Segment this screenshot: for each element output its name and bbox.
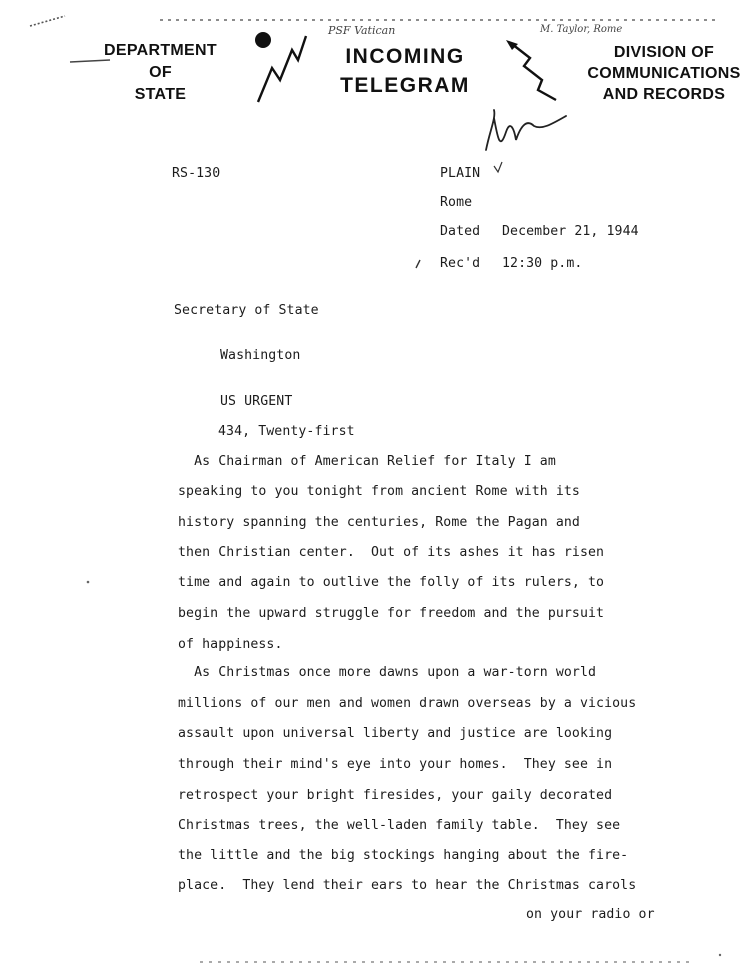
heading-line: DIVISION OF <box>613 44 715 61</box>
incoming-telegram-title <box>330 42 480 100</box>
body-line: of happiness. <box>178 637 283 652</box>
plain-tick-mark <box>494 162 502 172</box>
title-line: TELEGRAM <box>340 74 470 97</box>
body-line: history spanning the centuries, Rome the Pagan and <box>178 515 580 530</box>
margin-speck <box>87 581 90 584</box>
body-line: then Christian center. Out of its ashes it has risen <box>178 545 605 560</box>
body-line: Christmas trees, the well-laden family table. They see <box>178 818 621 833</box>
handwritten-recipient-note: M. Taylor, Rome <box>540 24 623 35</box>
department-of-state-heading <box>88 40 233 106</box>
heading-line: OF <box>149 64 172 81</box>
recd-mark <box>416 260 420 268</box>
dated-label: Dated <box>440 224 481 239</box>
title-line: INCOMING <box>345 45 465 68</box>
body-line: place. They lend their ears to hear the Christmas carols <box>178 878 637 893</box>
priority-marker: US URGENT <box>220 394 293 409</box>
lightning-bolt-right-icon <box>512 44 556 100</box>
body-line: As Christmas once more dawns upon a war-torn world <box>178 665 597 680</box>
lightning-bolt-left-icon <box>258 36 306 102</box>
body-line: millions of our men and women drawn overseas by a vicious <box>178 696 637 711</box>
body-line: retrospect your bright firesides, your gaily decorated <box>178 788 613 803</box>
addressee: Secretary of State <box>174 303 319 318</box>
received-label: Rec'd <box>440 256 481 271</box>
dated-value: December 21, 1944 <box>502 224 639 239</box>
origin-city: Rome <box>440 195 473 210</box>
handwritten-file-note: PSF Vatican <box>328 24 396 37</box>
margin-speck <box>719 954 721 956</box>
heading-line: COMMUNICATIONS <box>587 65 741 82</box>
heading-line: DEPARTMENT <box>104 42 217 59</box>
body-line: time and again to outlive the folly of its rulers, to <box>178 575 605 590</box>
corner-mark <box>30 16 65 26</box>
heading-line: STATE <box>134 86 187 103</box>
classification: PLAIN <box>440 166 481 181</box>
body-line: speaking to you tonight from ancient Rome with its <box>178 484 580 499</box>
telegram-reference: RS-130 <box>172 166 221 181</box>
header-dot <box>255 32 271 48</box>
continuation-line: on your radio or <box>526 907 655 922</box>
body-line: the little and the big stockings hanging about the fire- <box>178 848 629 863</box>
body-line: begin the upward struggle for freedom and the pursuit <box>178 606 605 621</box>
division-heading <box>578 42 750 105</box>
body-line: through their mind's eye into your homes. They see in <box>178 757 613 772</box>
message-number: 434, Twenty-first <box>218 424 355 439</box>
address-city: Washington <box>220 348 301 363</box>
received-value: 12:30 p.m. <box>502 256 583 271</box>
heading-line: AND RECORDS <box>602 86 726 103</box>
body-line: assault upon universal liberty and justice are looking <box>178 726 613 741</box>
body-line: As Chairman of American Relief for Italy I am <box>178 454 556 469</box>
bolt-arrow-tip <box>506 40 518 50</box>
handwritten-initials-scribble <box>486 110 566 150</box>
